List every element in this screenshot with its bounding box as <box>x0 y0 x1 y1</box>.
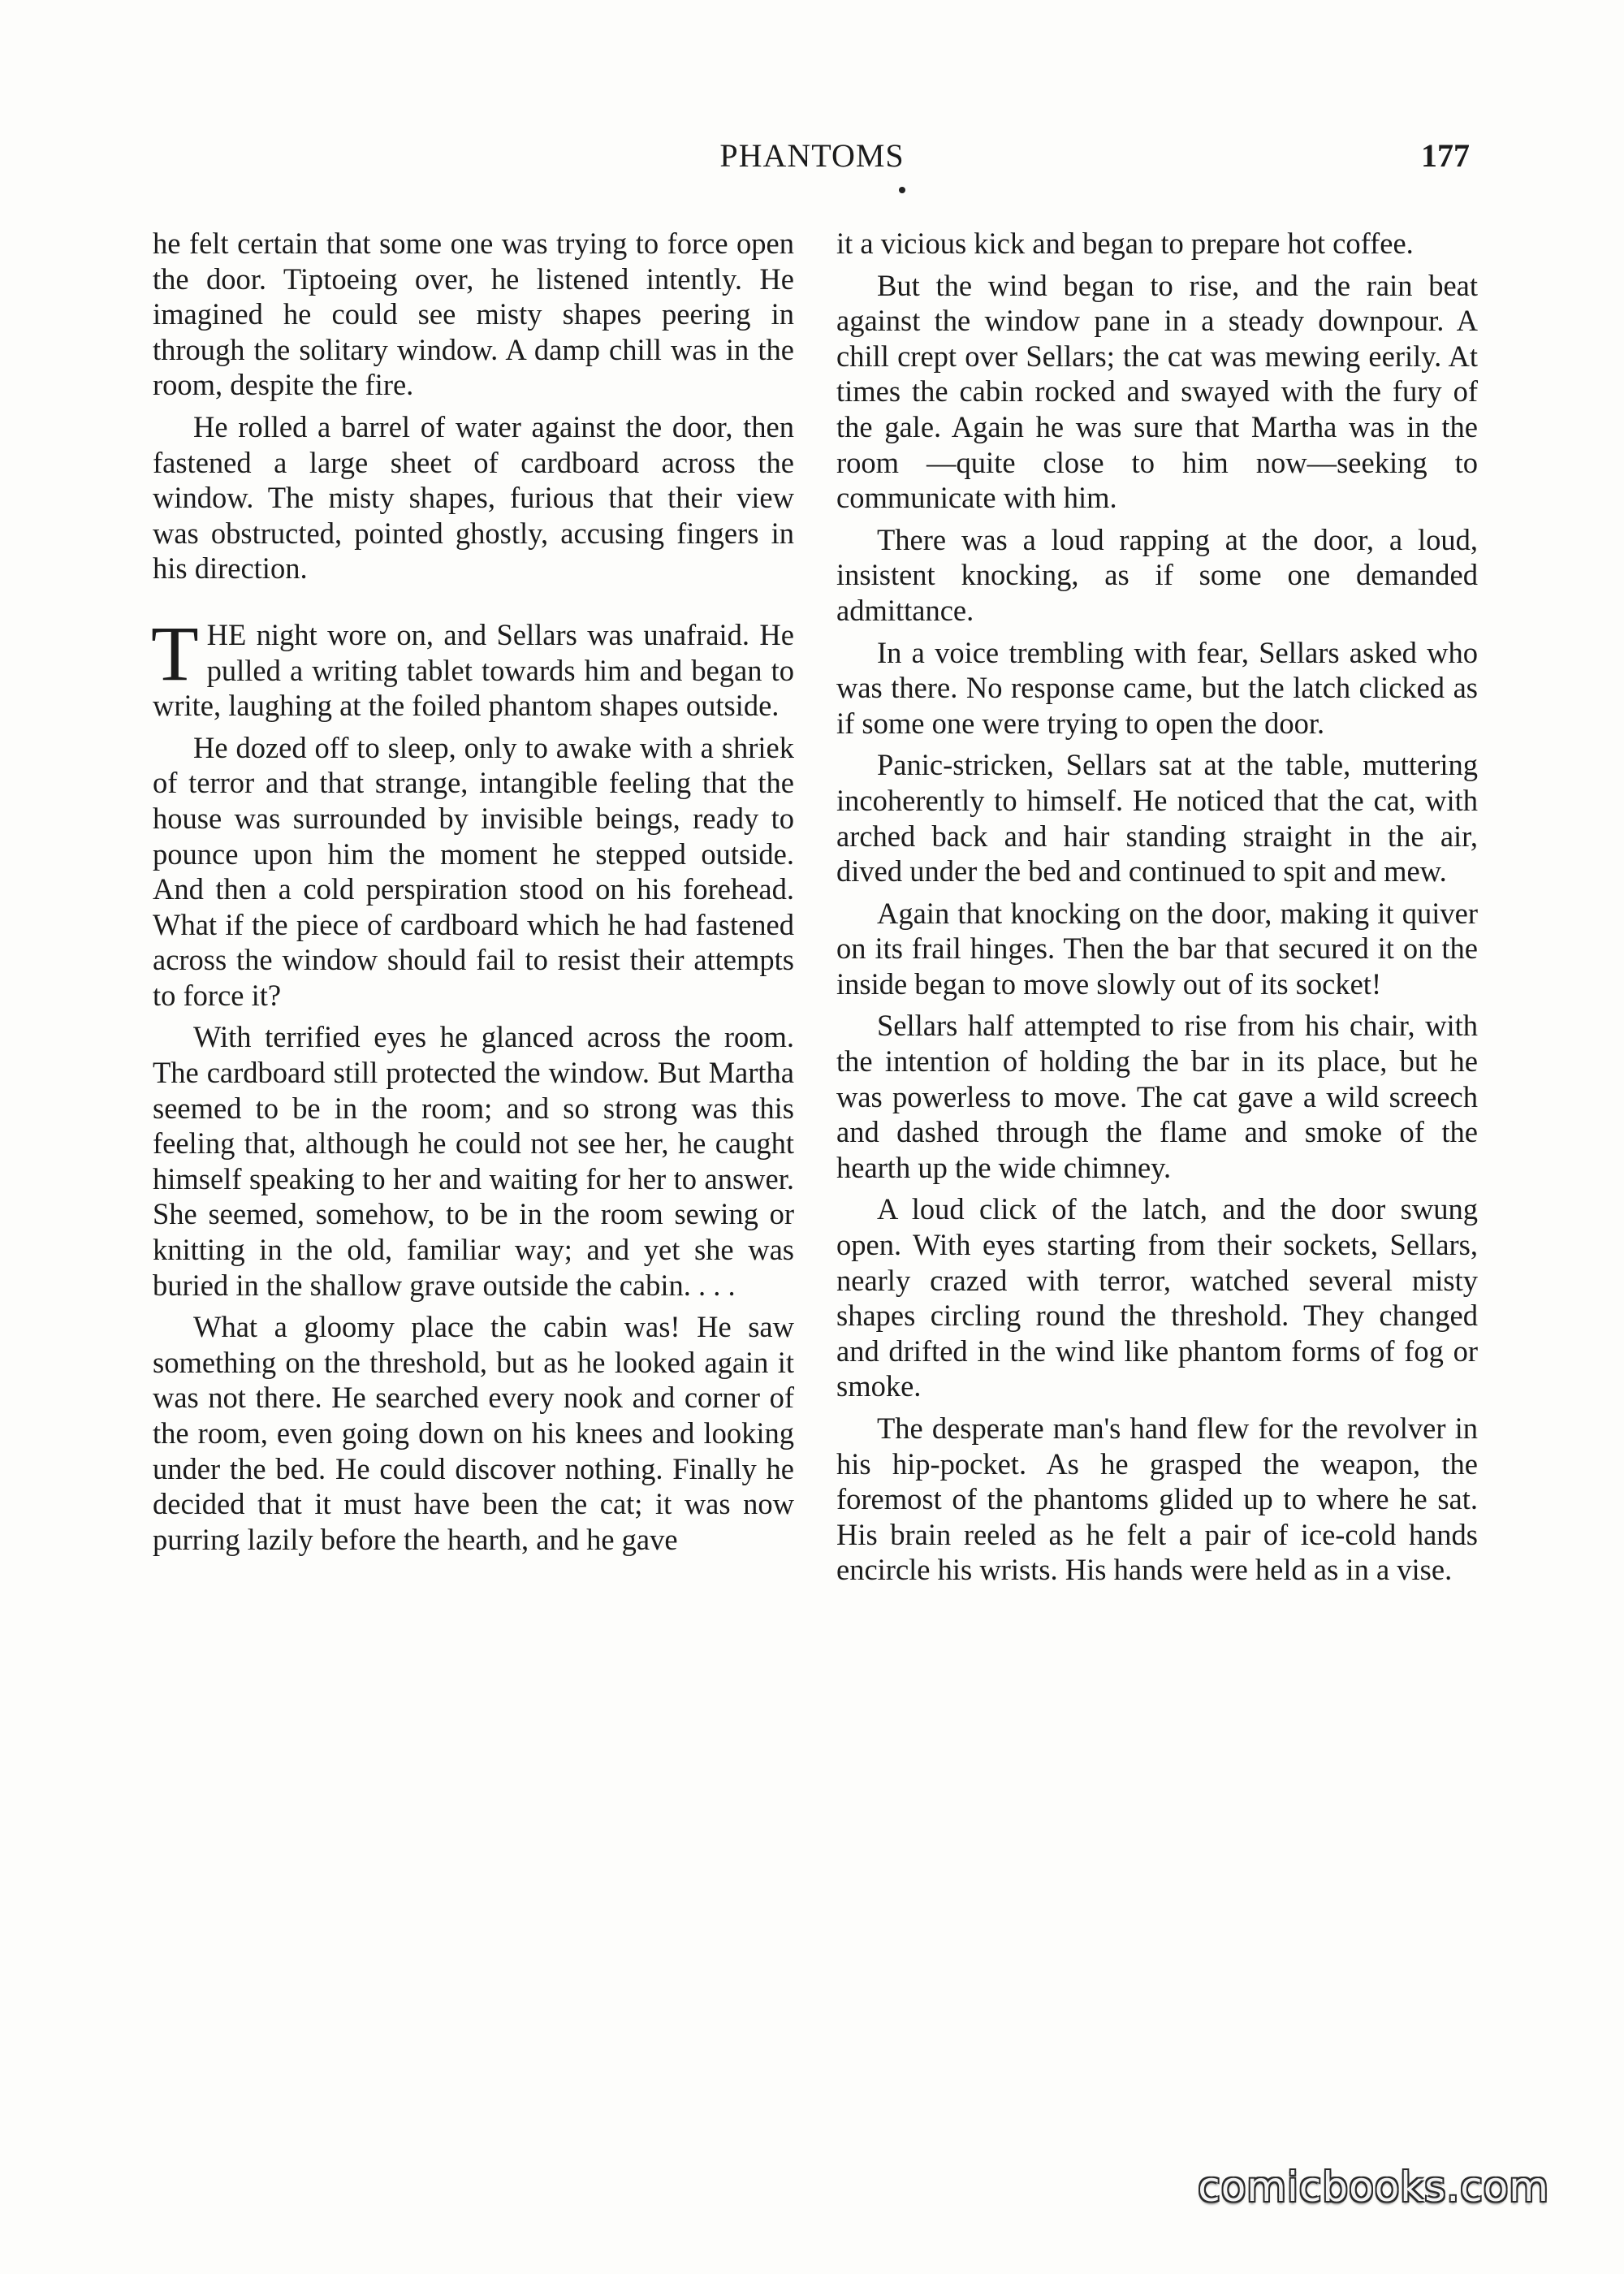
paragraph: With terrified eyes he glanced across the room. The cardboard still protected the window. But Martha seemed to be in the room; and so strong was this feeling that, although he could not see her, he caught himself speaking to her and waiting for her to answer. She seemed, somehow, to be in the room sewing or knitting in the old, familiar way; and yet she was buried in the shallow grave outside the cabin. . . . <box>153 1020 794 1302</box>
section-opening-paragraph <box>151 609 794 724</box>
paragraph: There was a loud rapping at the door, a loud, insistent knocking, as if some one demanded admittance. <box>836 522 1478 627</box>
paragraph: Panic-stricken, Sellars sat at the table, muttering incoherently to himself. He noticed that the cat, with arched back and hair standing straight in the air, dived under the bed and continued to spit and mew. <box>836 748 1478 888</box>
left-column <box>153 226 794 1563</box>
page-header <box>154 136 1470 185</box>
paragraph: The desperate man's hand flew for the revolver in his hip-pocket. As he grasped the weapon, the foremost of the phantoms glided up to where he sat. His brain reeled as he felt a pair of ice-cold hands encircle his wrists. His hands were held as in a vise. <box>836 1412 1478 1587</box>
drop-cap: T <box>151 609 199 697</box>
paragraph: But the wind began to rise, and the rain beat against the window pane in a steady downpour. A chill crept over Sellars; the cat was mewing eerily. At times the cabin rocked and swayed with the fury of the gale. Again he was sure that Martha was in the room —quite close to him now—seeking to communicate with him. <box>836 268 1478 515</box>
right-column <box>836 226 1478 1594</box>
ink-speck <box>899 187 905 193</box>
page-number: 177 <box>1421 137 1470 174</box>
paragraph: A loud click of the latch, and the door swung open. With eyes starting from their sockets, Sellars, nearly crazed with terror, watched several misty shapes circling round the threshold. They changed and drifted in the wind like phantom forms of fog or smoke. <box>836 1192 1478 1403</box>
paragraph: Sellars half attempted to rise from his chair, with the intention of holding the bar in its place, but he was powerless to move. The cat gave a wild screech and dashed through the flame and smoke of the hearth up the wide chimney. <box>836 1009 1478 1184</box>
paragraph-text: HE night wore on, and Sellars was unafraid. He pulled a writing tablet towards him and began to write, laughing at the foiled phantom shapes outside. <box>153 617 794 723</box>
paragraph: he felt certain that some one was trying to force open the door. Tiptoeing over, he listened intently. He imagined he could see misty shapes peering in through the solitary window. A damp chill was in the room, despite the fire. <box>153 227 794 402</box>
paragraph: What a gloomy place the cabin was! He saw something on the threshold, but as he looked again it was not there. He searched every nook and corner of the room, even going down on his knees and looking under the bed. He could discover nothing. Finally he decided that it must have been the cat; it was now purring lazily before the hearth, and he gave <box>153 1310 794 1556</box>
paragraph: In a voice trembling with fear, Sellars asked who was there. No response came, but the latch clicked as if some one were trying to open the door. <box>836 635 1478 740</box>
paragraph: He rolled a barrel of water against the door, then fastened a large sheet of cardboard across the window. The misty shapes, furious that their view was obstructed, pointed ghostly, accusing fingers in his direction. <box>153 409 794 586</box>
watermark-logo: comicbooks.com <box>1198 2164 1549 2211</box>
paragraph: Again that knocking on the door, making it quiver on its frail hinges. Then the bar that secured it on the inside began to move slowly out of its socket! <box>836 896 1478 1001</box>
paragraph: He dozed off to sleep, only to awake with a shriek of terror and that strange, intangible feeling that the house was surrounded by invisible beings, ready to pounce upon him the moment he stepped outside. And then a cold perspiration stood on his forehead. What if the piece of cardboard which he had fastened across the window should fail to resist their attempts to force it? <box>153 730 794 1012</box>
running-title: PHANTOMS <box>719 137 905 174</box>
paragraph: it a vicious kick and began to prepare hot coffee. <box>836 227 1414 260</box>
